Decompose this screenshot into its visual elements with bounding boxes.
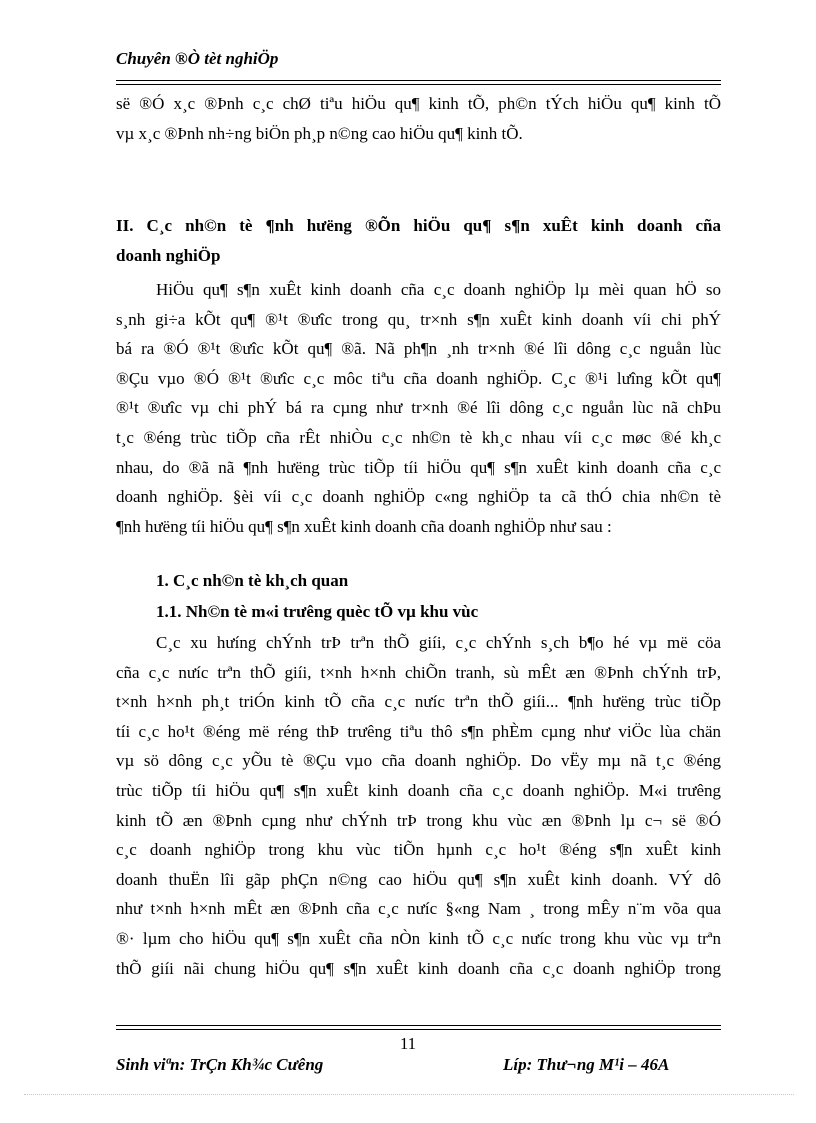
text-line: së ®Ó x¸c ®Þnh c¸c chØ tiªu hiÖu qu¶ kinh tÕ, ph©n tÝch hiÖu qu¶ kinh tÕ <box>116 94 721 113</box>
page-edge-dotted-line <box>24 1094 794 1095</box>
text-line: t×nh h×nh ph¸t triÓn kinh tÕ cña c¸c nưíc trªn thÕ giíi... ¶nh hưëng trùc tiÕp <box>116 692 721 712</box>
text-line: ®Çu vµo ®Ó ®¹t ®ưîc c¸c môc tiªu cña doanh nghiÖp. C¸c ®¹i lưîng kÕt qu¶ <box>116 368 721 388</box>
text-line: nhau, do ®ã nã ¶nh hưëng trùc tiÕp tíi hiÖu qu¶ s¶n xuÊt kinh doanh cña c¸c <box>116 457 721 477</box>
text-line: tíi c¸c ho¹t ®éng më réng thÞ trưêng tiªu thô s¶n phÈm cµng như viÖc lùa chän <box>116 721 721 741</box>
text-line: kinh tÕ æn ®Þnh cµng như chÝnh trÞ trong khu vùc æn ®Þnh lµ c¬ së ®Ó <box>116 810 721 830</box>
text-line: ®¹t ®ưîc vµ chi phÝ bá ra cµng như tr×nh ®é lîi dông c¸c nguån lùc nã chÞu <box>116 398 721 418</box>
section-heading <box>116 211 721 270</box>
text-line: HiÖu qu¶ s¶n xuÊt kinh doanh cña c¸c doanh nghiÖp lµ mèi quan hÖ so <box>156 280 721 299</box>
paragraph-efficiency <box>116 275 721 541</box>
text-line: ¶nh hưëng tíi hiÖu qu¶ s¶n xuÊt kinh doanh cña doanh nghiÖp như sau : <box>116 516 612 536</box>
subheading-objective-factors <box>116 566 721 596</box>
text-line: doanh nghiÖp <box>116 245 221 265</box>
text-line: 1.1. Nh©n tè m«i trưêng quèc tÕ vµ khu vùc <box>156 602 479 621</box>
text-line: s¸nh gi÷a kÕt qu¶ ®¹t ®ưîc trong qu¸ tr×nh s¶n xuÊt kinh doanh víi chi phÝ <box>116 309 721 329</box>
page-number: 11 <box>399 1034 417 1053</box>
text-line: vµ x¸c ®Þnh nh÷ng biÖn ph¸p n©ng cao hiÖu qu¶ kinh tÕ. <box>116 123 523 143</box>
header-double-rule <box>116 80 721 85</box>
text-line: C¸c xu hưíng chÝnh trÞ trªn thÕ giíi, c¸c chÝnh s¸ch b¶o hé vµ më cöa <box>156 633 721 652</box>
text-line: cña c¸c nưíc trªn thÕ giíi, t×nh h×nh chiÕn tranh, sù mÊt æn ®Þnh chÝnh trÞ, <box>116 662 721 682</box>
text-line: 1. C¸c nh©n tè kh¸ch quan <box>156 571 349 590</box>
text-line: ®· lµm cho hiÖu qu¶ s¶n xuÊt cña nÒn kinh tÕ c¸c nưíc trong khu vùc vµ trªn <box>116 928 721 948</box>
text-line: bá ra ®Ó ®¹t ®ưîc kÕt qu¶ ®ã. Nã ph¶n ¸nh tr×nh ®é lîi dông c¸c nguån lùc <box>116 339 721 359</box>
footer-class: Líp: Thư¬ng M¹i – 46A <box>503 1055 670 1074</box>
footer-double-rule <box>116 1025 721 1030</box>
paragraph-international <box>116 628 721 983</box>
text-line: doanh thuËn lîi gãp phÇn n©ng cao hiÖu qu¶ s¶n xuÊt kinh doanh. VÝ dô <box>116 869 721 889</box>
text-line: II. C¸c nh©n tè ¶nh hưëng ®Õn hiÖu qu¶ s¶n xuÊt kinh doanh cña <box>116 216 721 235</box>
paragraph-intro-continued <box>116 89 721 148</box>
text-line: như t×nh h×nh mÊt æn ®Þnh cña c¸c nưíc §«ng Nam ¸ trong mÊy n¨m võa qua <box>116 899 721 919</box>
text-line: doanh nghiÖp. §èi víi c¸c doanh nghiÖp c«ng nghiÖp ta cã thÓ chia nh©n tè <box>116 487 721 507</box>
text-line: c¸c doanh nghiÖp trong khu vùc tiÕn hµnh c¸c ho¹t ®éng s¶n xuÊt kinh <box>116 840 721 860</box>
text-line: t¸c ®éng trùc tiÕp cña rÊt nhiÒu c¸c nh©n tè kh¸c nhau víi c¸c møc ®é kh¸c <box>116 427 721 447</box>
subheading-international-environment <box>116 597 721 627</box>
text-line: trùc tiÕp tíi hiÖu qu¶ s¶n xuÊt kinh doanh cña c¸c doanh nghiÖp. M«i trưêng <box>116 780 721 800</box>
text-line: vµ sö dông c¸c yÕu tè ®Çu vµo cña doanh nghiÖp. Do vËy mµ nã t¸c ®éng <box>116 751 721 771</box>
text-line: thÕ giíi nãi chung hiÖu qu¶ s¶n xuÊt kinh doanh cña c¸c doanh nghiÖp trong <box>116 958 721 978</box>
document-header-title: Chuyên ®Ò tèt nghiÖp <box>116 49 279 68</box>
footer-student-name: Sinh viªn: TrÇn Kh¾c Cưêng <box>116 1055 324 1074</box>
